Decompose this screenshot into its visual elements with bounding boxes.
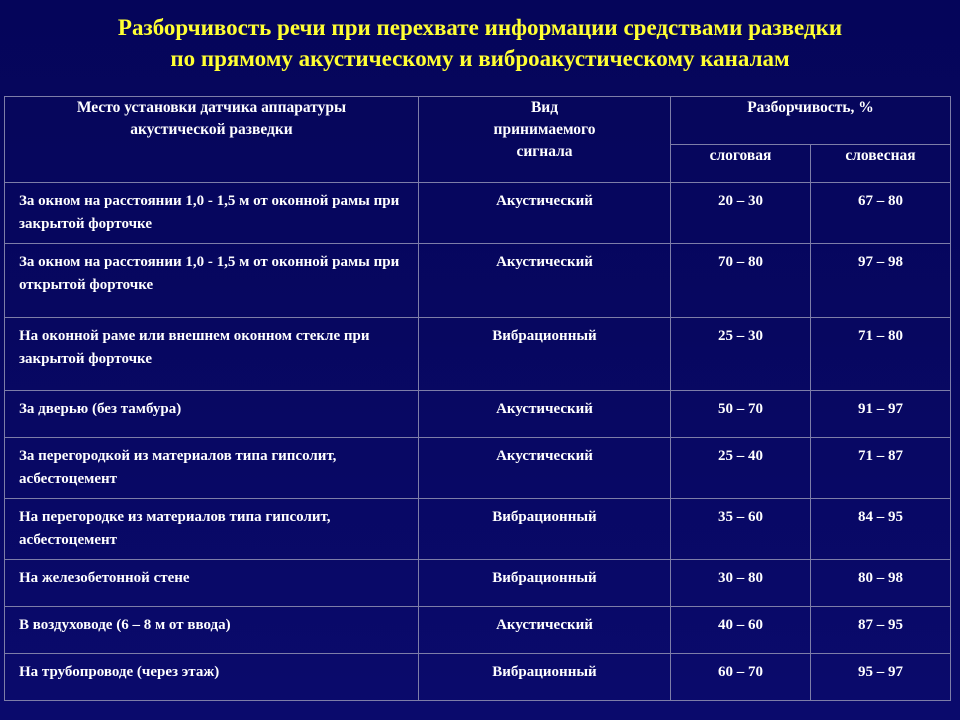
- cell-syllable: 40 – 60: [671, 607, 811, 654]
- cell-syllable: 20 – 30: [671, 183, 811, 244]
- cell-signal: Вибрационный: [419, 654, 671, 701]
- cell-place: За окном на расстоянии 1,0 - 1,5 м от оконной рамы при закрытой форточке: [5, 183, 419, 244]
- cell-syllable: 25 – 30: [671, 318, 811, 391]
- cell-word: 71 – 80: [811, 318, 951, 391]
- table-row: [5, 391, 951, 438]
- cell-signal: Акустический: [419, 183, 671, 244]
- cell-place: За окном на расстоянии 1,0 - 1,5 м от оконной рамы при открытой форточке: [5, 244, 419, 318]
- cell-place: На трубопроводе (через этаж): [5, 654, 419, 701]
- cell-place: На перегородке из материалов типа гипсолит, асбестоцемент: [5, 499, 419, 560]
- cell-syllable: 70 – 80: [671, 244, 811, 318]
- table-row: [5, 499, 951, 560]
- header-syllable: слоговая: [671, 145, 811, 183]
- table-row: [5, 183, 951, 244]
- cell-syllable: 25 – 40: [671, 438, 811, 499]
- cell-signal: Акустический: [419, 438, 671, 499]
- cell-place: За дверью (без тамбура): [5, 391, 419, 438]
- header-intelligibility: Разборчивость, %: [671, 97, 951, 145]
- cell-syllable: 30 – 80: [671, 560, 811, 607]
- header-signal: Вид принимаемого сигнала: [419, 97, 671, 183]
- title-line-2: по прямому акустическому и виброакустическому каналам: [170, 46, 790, 71]
- cell-word: 91 – 97: [811, 391, 951, 438]
- cell-signal: Акустический: [419, 607, 671, 654]
- table-header-row: [5, 97, 951, 145]
- cell-word: 67 – 80: [811, 183, 951, 244]
- table-row: [5, 607, 951, 654]
- intelligibility-table: [4, 96, 951, 701]
- title-line-1: Разборчивость речи при перехвате информации средствами разведки: [117, 15, 843, 40]
- cell-signal: Вибрационный: [419, 499, 671, 560]
- cell-signal: Вибрационный: [419, 560, 671, 607]
- cell-place: На оконной раме или внешнем оконном стекле при закрытой форточке: [5, 318, 419, 391]
- cell-signal: Вибрационный: [419, 318, 671, 391]
- cell-syllable: 35 – 60: [671, 499, 811, 560]
- table-row: [5, 438, 951, 499]
- cell-signal: Акустический: [419, 391, 671, 438]
- cell-word: 80 – 98: [811, 560, 951, 607]
- table-row: [5, 560, 951, 607]
- cell-word: 87 – 95: [811, 607, 951, 654]
- cell-word: 95 – 97: [811, 654, 951, 701]
- page-title: [0, 12, 960, 74]
- cell-place: За перегородкой из материалов типа гипсолит, асбестоцемент: [5, 438, 419, 499]
- cell-syllable: 50 – 70: [671, 391, 811, 438]
- cell-syllable: 60 – 70: [671, 654, 811, 701]
- cell-place: В воздуховоде (6 – 8 м от ввода): [5, 607, 419, 654]
- header-word: словесная: [811, 145, 951, 183]
- cell-place: На железобетонной стене: [5, 560, 419, 607]
- cell-word: 71 – 87: [811, 438, 951, 499]
- cell-signal: Акустический: [419, 244, 671, 318]
- cell-word: 97 – 98: [811, 244, 951, 318]
- header-place: Место установки датчика аппаратуры акустической разведки: [5, 97, 419, 183]
- table-row: [5, 244, 951, 318]
- table-row: [5, 318, 951, 391]
- table-row: [5, 654, 951, 701]
- cell-word: 84 – 95: [811, 499, 951, 560]
